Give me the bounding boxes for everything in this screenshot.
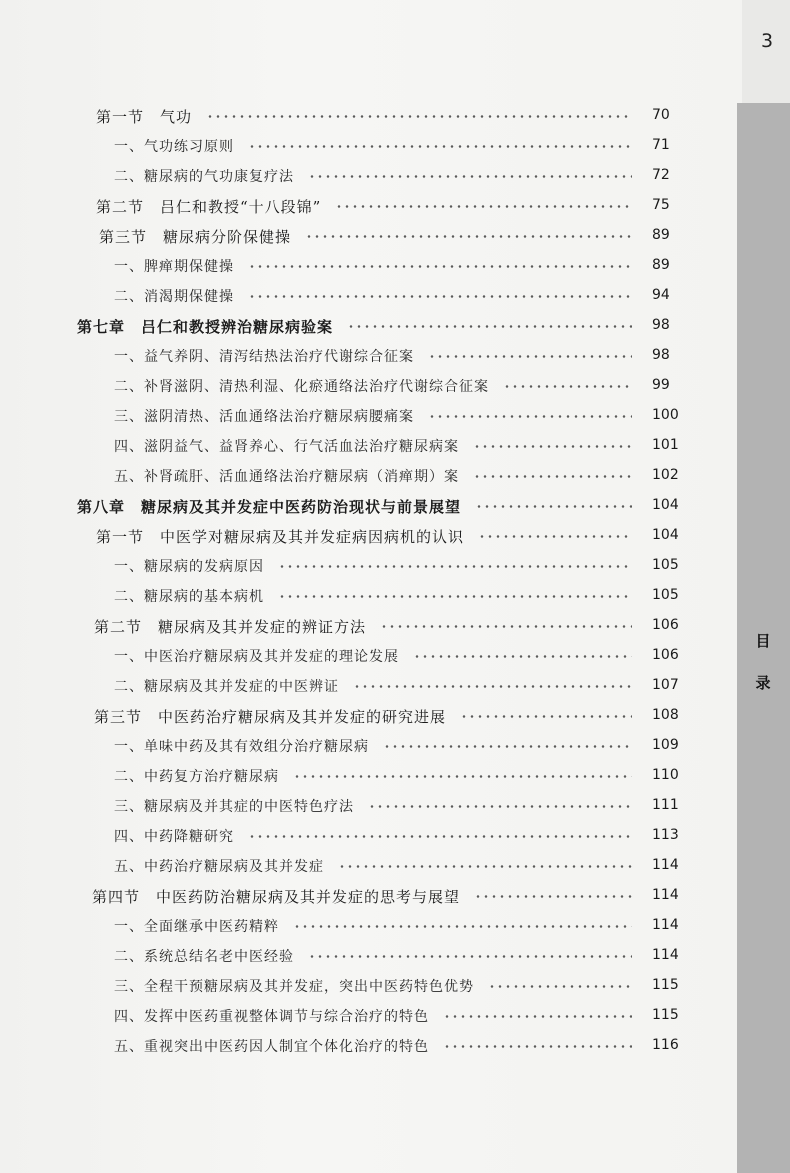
toc-chapter xyxy=(0,491,642,521)
toc-entry-page: 72 xyxy=(652,167,670,183)
leader-dots xyxy=(474,895,632,898)
toc-entry-title: 第三节 糖尿病分阶保健操 xyxy=(99,227,292,246)
toc-entry-page: 108 xyxy=(652,707,679,723)
toc-item xyxy=(0,911,642,941)
toc-item xyxy=(0,551,642,581)
toc-section xyxy=(0,101,642,131)
toc-entry-title: 四、滋阴益气、益肾养心、行气活血法治疗糖尿病案 xyxy=(114,439,459,455)
toc-entry-page: 100 xyxy=(652,407,679,423)
toc-item xyxy=(0,971,642,1001)
leader-dots xyxy=(443,1045,632,1048)
toc-entry-title: 第二节 吕仁和教授“十八段锦” xyxy=(96,197,322,216)
toc-entry-title: 一、全面继承中医药精粹 xyxy=(114,919,279,935)
toc-entry-title: 第三节 中医药治疗糖尿病及其并发症的研究进展 xyxy=(94,707,447,726)
toc-entry-title: 二、糖尿病的基本病机 xyxy=(114,589,264,605)
toc-section xyxy=(0,521,642,551)
toc-entry-page: 104 xyxy=(652,527,679,543)
toc-section xyxy=(0,701,642,731)
toc-item xyxy=(0,161,642,191)
toc-entry-page: 70 xyxy=(652,107,670,123)
toc-entry-page: 101 xyxy=(652,437,679,453)
leader-dots xyxy=(335,205,632,208)
toc-item xyxy=(0,851,642,881)
toc-entry-page: 106 xyxy=(652,617,679,633)
toc-entry-page: 98 xyxy=(652,317,670,333)
toc-item xyxy=(0,731,642,761)
leader-dots xyxy=(308,955,632,958)
leader-dots xyxy=(443,1015,632,1018)
toc-entry-title: 二、中药复方治疗糖尿病 xyxy=(114,769,279,785)
toc-entry-title: 三、糖尿病及并其症的中医特色疗法 xyxy=(114,799,354,815)
toc-item xyxy=(0,131,642,161)
toc-section xyxy=(0,881,642,911)
toc-entry-title: 二、消渴期保健操 xyxy=(114,289,234,305)
leader-dots xyxy=(248,145,632,148)
toc-item xyxy=(0,371,642,401)
toc-entry-page: 114 xyxy=(652,887,679,903)
toc-section xyxy=(0,221,642,251)
toc-item xyxy=(0,1001,642,1031)
leader-dots xyxy=(488,985,632,988)
toc-entry-page: 104 xyxy=(652,497,679,513)
toc-item xyxy=(0,671,642,701)
leader-dots xyxy=(473,475,632,478)
toc-entry-title: 五、重视突出中医药因人制宜个体化治疗的特色 xyxy=(114,1039,429,1055)
toc-entry-title: 五、补肾疏肝、活血通络法治疗糖尿病（消瘅期）案 xyxy=(114,469,459,485)
toc-entry-page: 116 xyxy=(652,1037,679,1053)
leader-dots xyxy=(413,655,632,658)
toc-entry-title: 第七章 吕仁和教授辨治糖尿病验案 xyxy=(77,317,334,336)
toc-entry-page: 94 xyxy=(652,287,670,303)
toc-entry-page: 115 xyxy=(652,1007,679,1023)
toc-entry-title: 四、发挥中医药重视整体调节与综合治疗的特色 xyxy=(114,1009,429,1025)
toc-item xyxy=(0,401,642,431)
toc-entry-title: 一、脾瘅期保健操 xyxy=(114,259,234,275)
toc-item xyxy=(0,641,642,671)
toc-entry-page: 105 xyxy=(652,557,679,573)
toc-entry-page: 102 xyxy=(652,467,679,483)
toc-entry-title: 第八章 糖尿病及其并发症中医药防治现状与前景展望 xyxy=(77,497,462,516)
toc-entry-title: 二、补肾滋阴、清热利湿、化瘀通络法治疗代谢综合征案 xyxy=(114,379,489,395)
toc-chapter xyxy=(0,311,642,341)
toc-entry-title: 一、中医治疗糖尿病及其并发症的理论发展 xyxy=(114,649,399,665)
leader-dots xyxy=(248,265,632,268)
toc-entry-page: 113 xyxy=(652,827,679,843)
toc-entry-page: 110 xyxy=(652,767,679,783)
leader-dots xyxy=(475,505,632,508)
toc-entry-title: 第一节 气功 xyxy=(96,107,193,126)
toc-entry-page: 114 xyxy=(652,947,679,963)
leader-dots xyxy=(368,805,632,808)
leader-dots xyxy=(473,445,632,448)
leader-dots xyxy=(308,175,632,178)
leader-dots xyxy=(278,565,632,568)
toc-item xyxy=(0,1031,642,1061)
leader-dots xyxy=(503,385,632,388)
leader-dots xyxy=(383,745,632,748)
toc-item xyxy=(0,251,642,281)
leader-dots xyxy=(428,355,632,358)
toc-entry-title: 四、中药降糖研究 xyxy=(114,829,234,845)
side-tab-label: 目录 xyxy=(755,632,771,692)
leader-dots xyxy=(428,415,632,418)
toc-item xyxy=(0,341,642,371)
toc-section xyxy=(0,191,642,221)
toc-item xyxy=(0,581,642,611)
toc-item xyxy=(0,941,642,971)
toc-entry-title: 二、系统总结名老中医经验 xyxy=(114,949,294,965)
toc-entry-title: 一、气功练习原则 xyxy=(114,139,234,155)
leader-dots xyxy=(293,775,632,778)
leader-dots xyxy=(278,595,632,598)
leader-dots xyxy=(293,925,632,928)
toc-entry-title: 一、糖尿病的发病原因 xyxy=(114,559,264,575)
toc-entry-title: 第一节 中医学对糖尿病及其并发症病因病机的认识 xyxy=(96,527,465,546)
toc-item xyxy=(0,461,642,491)
toc-entry-page: 105 xyxy=(652,587,679,603)
toc-entry-title: 三、滋阴清热、活血通络法治疗糖尿病腰痛案 xyxy=(114,409,414,425)
leader-dots xyxy=(248,835,632,838)
toc-entry-title: 二、糖尿病的气功康复疗法 xyxy=(114,169,294,185)
toc-entry-page: 89 xyxy=(652,257,670,273)
leader-dots xyxy=(478,535,632,538)
leader-dots xyxy=(353,685,632,688)
toc-entry-page: 106 xyxy=(652,647,679,663)
toc-entry-page: 75 xyxy=(652,197,670,213)
toc-entry-page: 114 xyxy=(652,917,679,933)
toc-item xyxy=(0,281,642,311)
leader-dots xyxy=(380,625,632,628)
toc-entry-title: 第四节 中医药防治糖尿病及其并发症的思考与展望 xyxy=(92,887,461,906)
toc-entry-page: 98 xyxy=(652,347,670,363)
page-number: 3 xyxy=(761,30,774,52)
toc-entry-title: 一、益气养阴、清泻结热法治疗代谢综合征案 xyxy=(114,349,414,365)
toc-entry-page: 109 xyxy=(652,737,679,753)
toc-entry-page: 111 xyxy=(652,797,679,813)
toc-entry-title: 五、中药治疗糖尿病及其并发症 xyxy=(114,859,324,875)
toc-item xyxy=(0,791,642,821)
leader-dots xyxy=(305,235,632,238)
toc-entry-page: 71 xyxy=(652,137,670,153)
toc-item xyxy=(0,761,642,791)
toc-entry-title: 第二节 糖尿病及其并发症的辨证方法 xyxy=(94,617,367,636)
leader-dots xyxy=(206,115,632,118)
toc-item xyxy=(0,821,642,851)
toc-entry-page: 89 xyxy=(652,227,670,243)
toc-entry-page: 114 xyxy=(652,857,679,873)
leader-dots xyxy=(248,295,632,298)
toc-entry-page: 107 xyxy=(652,677,679,693)
toc-section xyxy=(0,611,642,641)
toc-entry-title: 二、糖尿病及其并发症的中医辨证 xyxy=(114,679,339,695)
toc-entry-title: 一、单味中药及其有效组分治疗糖尿病 xyxy=(114,739,369,755)
leader-dots xyxy=(347,325,632,328)
toc-item xyxy=(0,431,642,461)
toc-entry-page: 99 xyxy=(652,377,670,393)
leader-dots xyxy=(460,715,632,718)
toc-entry-title: 三、全程干预糖尿病及其并发症，突出中医药特色优势 xyxy=(114,979,474,995)
toc-entry-page: 115 xyxy=(652,977,679,993)
leader-dots xyxy=(338,865,632,868)
